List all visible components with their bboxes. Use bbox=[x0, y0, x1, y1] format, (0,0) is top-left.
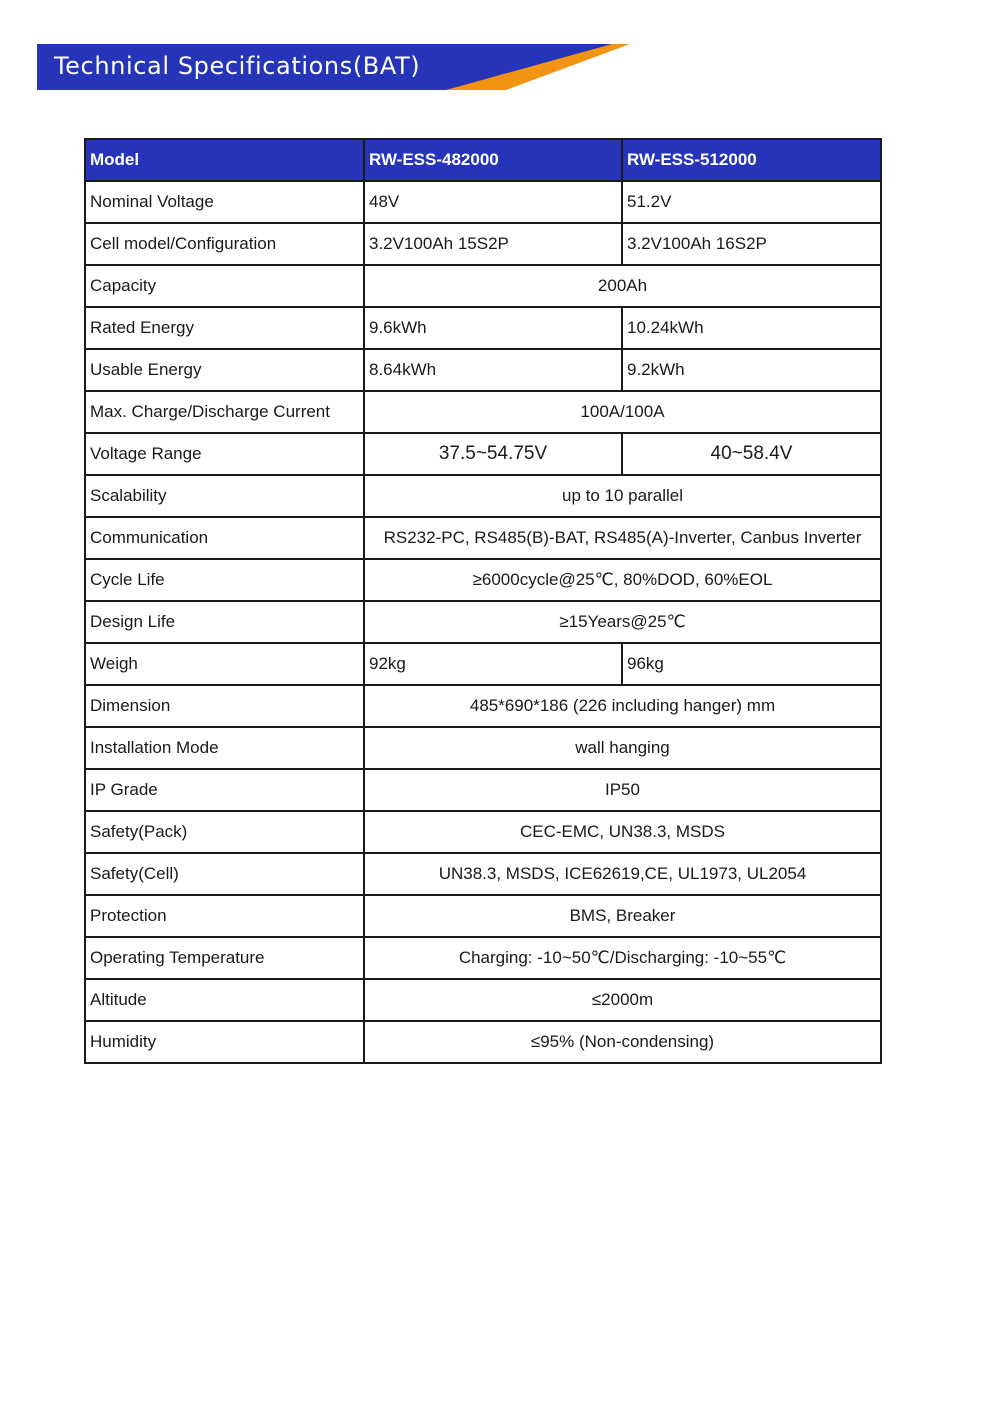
row-label: Design Life bbox=[85, 601, 364, 643]
table-row bbox=[85, 937, 881, 979]
row-label: Operating Temperature bbox=[85, 937, 364, 979]
row-value-a: 48V bbox=[364, 181, 622, 223]
row-label: Scalability bbox=[85, 475, 364, 517]
row-value-b: 96kg bbox=[622, 643, 881, 685]
row-value-shared: ≤2000m bbox=[364, 979, 881, 1021]
header-banner bbox=[0, 0, 1000, 110]
table-row bbox=[85, 643, 881, 685]
row-value-shared: 100A/100A bbox=[364, 391, 881, 433]
table-row bbox=[85, 559, 881, 601]
row-value-shared: up to 10 parallel bbox=[364, 475, 881, 517]
row-value-b: 40~58.4V bbox=[622, 433, 881, 475]
row-label: Installation Mode bbox=[85, 727, 364, 769]
table-row bbox=[85, 811, 881, 853]
table-row bbox=[85, 853, 881, 895]
table-row bbox=[85, 181, 881, 223]
table-row bbox=[85, 1021, 881, 1063]
table-row bbox=[85, 979, 881, 1021]
table-row bbox=[85, 517, 881, 559]
spec-table bbox=[84, 138, 882, 1064]
row-label: Safety(Pack) bbox=[85, 811, 364, 853]
table-row bbox=[85, 391, 881, 433]
header-cell-model-b: RW-ESS-512000 bbox=[622, 139, 881, 181]
row-label: Rated Energy bbox=[85, 307, 364, 349]
row-value-shared: Charging: -10~50℃/Discharging: -10~55℃ bbox=[364, 937, 881, 979]
row-value-shared: IP50 bbox=[364, 769, 881, 811]
row-label: Humidity bbox=[85, 1021, 364, 1063]
row-value-b: 10.24kWh bbox=[622, 307, 881, 349]
row-label: Weigh bbox=[85, 643, 364, 685]
row-value-shared: RS232-PC, RS485(B)-BAT, RS485(A)-Inverter, Canbus Inverter bbox=[364, 517, 881, 559]
table-row bbox=[85, 223, 881, 265]
row-label: Communication bbox=[85, 517, 364, 559]
row-value-a: 8.64kWh bbox=[364, 349, 622, 391]
table-row bbox=[85, 307, 881, 349]
row-value-shared: CEC-EMC, UN38.3, MSDS bbox=[364, 811, 881, 853]
header-cell-model-a: RW-ESS-482000 bbox=[364, 139, 622, 181]
header-cell-model: Model bbox=[85, 139, 364, 181]
table-row bbox=[85, 727, 881, 769]
row-label: Cell model/Configuration bbox=[85, 223, 364, 265]
table-row bbox=[85, 475, 881, 517]
table-row bbox=[85, 265, 881, 307]
table-header-row bbox=[85, 139, 881, 181]
row-value-shared: BMS, Breaker bbox=[364, 895, 881, 937]
row-value-shared: UN38.3, MSDS, ICE62619,CE, UL1973, UL2054 bbox=[364, 853, 881, 895]
table-row bbox=[85, 433, 881, 475]
row-label: Protection bbox=[85, 895, 364, 937]
row-value-b: 51.2V bbox=[622, 181, 881, 223]
row-value-shared: ≥15Years@25℃ bbox=[364, 601, 881, 643]
row-label: Voltage Range bbox=[85, 433, 364, 475]
row-value-a: 3.2V100Ah 15S2P bbox=[364, 223, 622, 265]
row-value-shared: ≤95% (Non-condensing) bbox=[364, 1021, 881, 1063]
row-label: Altitude bbox=[85, 979, 364, 1021]
row-label: Max. Charge/Discharge Current bbox=[85, 391, 364, 433]
table-row bbox=[85, 685, 881, 727]
table-row bbox=[85, 769, 881, 811]
row-value-shared: 200Ah bbox=[364, 265, 881, 307]
row-value-a: 37.5~54.75V bbox=[364, 433, 622, 475]
row-value-shared: 485*690*186 (226 including hanger) mm bbox=[364, 685, 881, 727]
row-value-a: 9.6kWh bbox=[364, 307, 622, 349]
row-value-shared: ≥6000cycle@25℃, 80%DOD, 60%EOL bbox=[364, 559, 881, 601]
page-title: Technical Specifications(BAT) bbox=[54, 52, 421, 80]
row-value-b: 3.2V100Ah 16S2P bbox=[622, 223, 881, 265]
row-label: Nominal Voltage bbox=[85, 181, 364, 223]
row-value-b: 9.2kWh bbox=[622, 349, 881, 391]
row-label: Safety(Cell) bbox=[85, 853, 364, 895]
row-label: Cycle Life bbox=[85, 559, 364, 601]
row-value-shared: wall hanging bbox=[364, 727, 881, 769]
table-row bbox=[85, 895, 881, 937]
row-value-a: 92kg bbox=[364, 643, 622, 685]
row-label: Usable Energy bbox=[85, 349, 364, 391]
row-label: Capacity bbox=[85, 265, 364, 307]
row-label: Dimension bbox=[85, 685, 364, 727]
table-row bbox=[85, 601, 881, 643]
table-row bbox=[85, 349, 881, 391]
row-label: IP Grade bbox=[85, 769, 364, 811]
